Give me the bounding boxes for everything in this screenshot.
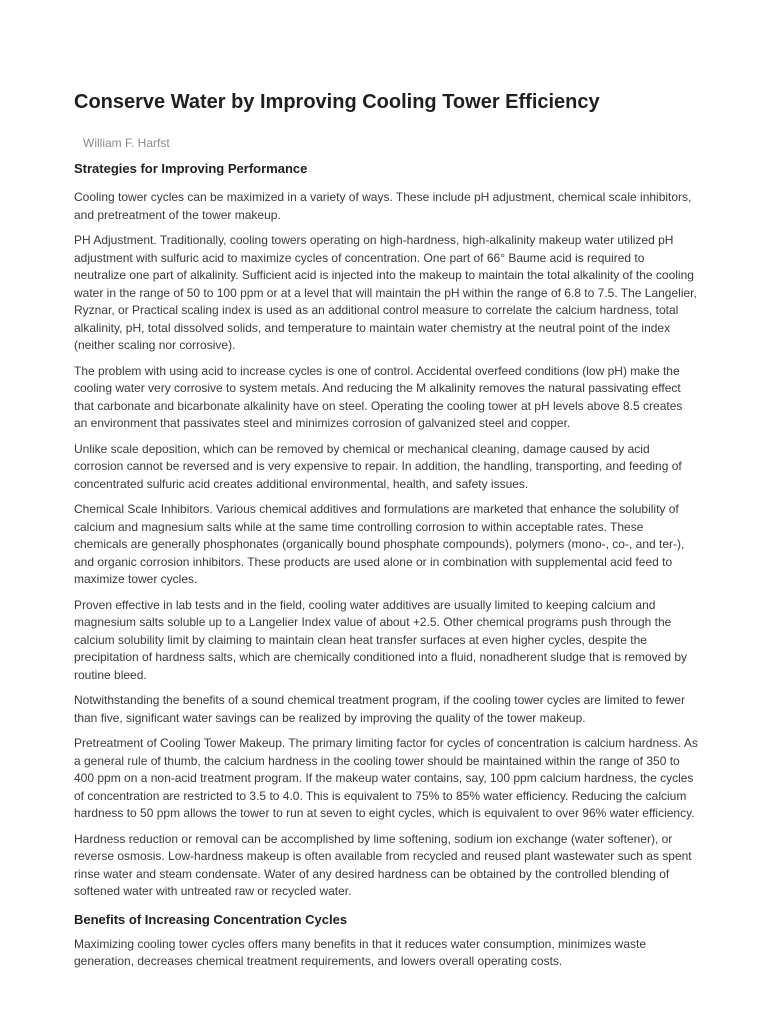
author-name: William F. Harfst: [83, 136, 170, 150]
paragraph: Notwithstanding the benefits of a sound chemical treatment program, if the cooling tower cycles are limited to fewer than five, significant water savings can be realized by improving the quality of the tower makeup.: [74, 693, 685, 725]
paragraph: Hardness reduction or removal can be accomplished by lime softening, sodium ion exchange (water softener), or reverse osmosis. Low-hardness makeup is often available from recycled and reused plant wastewater such as spent rinse water and steam condensate. Water of any desired hardness can be obtained by the controlled blending of softened water with untreated raw or recycled water.: [74, 831, 692, 898]
section-heading-strategies: Strategies for Improving Performance: [74, 161, 308, 176]
section-heading-benefits: Benefits of Increasing Concentration Cycles: [74, 911, 348, 927]
paragraph: Unlike scale deposition, which can be removed by chemical or mechanical cleaning, damage caused by acid corrosion cannot be reversed and is very expensive to repair. In addition, the handling, transporting, and feeding of concentrated sulfuric acid creates additional environmental, health, and safety issues.: [74, 441, 682, 491]
paragraph: Cooling tower cycles can be maximized in a variety of ways. These include pH adjustment, chemical scale inhibitors, and pretreatment of the tower makeup.: [74, 190, 692, 222]
section-body-strategies: [74, 189, 698, 901]
paragraph: PH Adjustment. Traditionally, cooling towers operating on high-hardness, high-alkalinity makeup water utilized pH adjustment with sulfuric acid to maximize cycles of concentration. One part of 66° Baume acid is required to neutralize one part of alkalinity. Sufficient acid is injected into the makeup to maintain the total alkalinity of the cooling water in the range of 50 to 100 ppm or at a level that will maintain the pH within the range of 6.8 to 7.5. The Langelier, Ryznar, or Practical scaling index is used as an additional control measure to correlate the calcium hardness, total alkalinity, pH, total dissolved solids, and temperature to maintain water chemistry at the neutral point of the index (neither scaling nor corrosive).: [74, 233, 697, 352]
paragraph: The problem with using acid to increase cycles is one of control. Accidental overfeed conditions (low pH) make the cooling water very corrosive to system metals. And reducing the M alkalinity removes the natural passivating effect that carbonate and bicarbonate alkalinity have on steel. Operating the cooling tower at pH levels above 8.5 creates an environment that passivates steel and minimizes corrosion of galvanized steel and copper.: [74, 363, 683, 430]
paragraph: Maximizing cooling tower cycles offers many benefits in that it reduces water consumption, minimizes waste generation, decreases chemical treatment requirements, and lowers overall operating costs.: [74, 936, 647, 968]
section-body-benefits: [74, 936, 698, 971]
paragraph: Proven effective in lab tests and in the field, cooling water additives are usually limited to keeping calcium and magnesium salts soluble up to a Langelier Index value of about +2.5. Other chemical programs push through the calcium solubility limit by claiming to maintain clean heat transfer surfaces at even higher cycles, despite the precipitation of hardness salts, which are chemically conditioned into a fluid, nonadherent sludge that is removed by routine bleed.: [74, 597, 688, 682]
paragraph: Pretreatment of Cooling Tower Makeup. The primary limiting factor for cycles of concentration is calcium hardness. As a general rule of thumb, the calcium hardness in the cooling tower should be maintained within the range of 350 to 400 ppm on a non-acid treatment program. If the makeup water contains, say, 100 ppm calcium hardness, the cycles of concentration are restricted to 3.5 to 4.0. This is equivalent to 75% to 85% water efficiency. Reducing the calcium hardness to 50 ppm allows the tower to run at seven to eight cycles, which is equivalent to over 96% water efficiency.: [74, 736, 698, 820]
paragraph: Chemical Scale Inhibitors. Various chemical additives and formulations are marketed that enhance the solubility of calcium and magnesium salts while at the same time controlling corrosion to within acceptable rates. These chemicals are generally phosphonates (organically bound phosphate compounds), polymers (mono-, co-, and ter-), and organic corrosion inhibitors. These products are used alone or in combination with supplemental acid feed to maximize tower cycles.: [74, 502, 685, 586]
document-title: Conserve Water by Improving Cooling Tower Efficiency: [74, 91, 600, 113]
